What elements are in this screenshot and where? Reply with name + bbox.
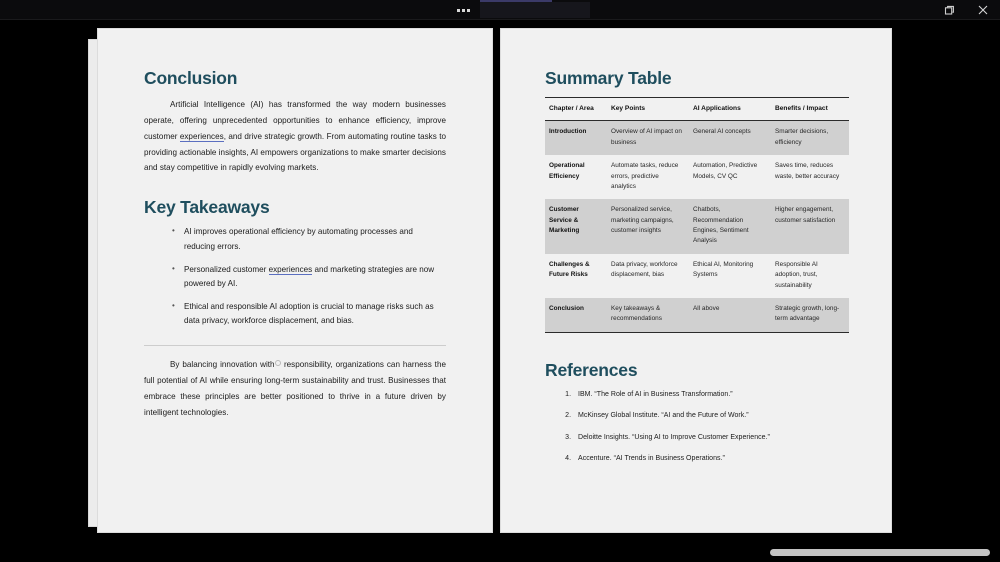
page-title-key-takeaways: Key Takeaways [144, 197, 270, 218]
table-header-row [545, 98, 849, 121]
list-item [174, 300, 446, 328]
column-header-key-points: Key Points [607, 98, 689, 121]
cell-chapter: Conclusion [545, 298, 607, 332]
cell-ai-applications: All above [689, 298, 771, 332]
cell-ai-applications: Chatbots, Recommendation Engines, Sentiment Analysis [689, 199, 771, 254]
list-item: 3. Deloitte Insights. “Using AI to Improve Customer Experience.” [573, 433, 847, 444]
closing-text-part1: By balancing innovation with [170, 360, 275, 370]
table-row [545, 199, 849, 254]
restore-window-icon[interactable] [932, 0, 966, 20]
conclusion-paragraph [144, 97, 446, 176]
summary-table [545, 97, 849, 332]
cell-ai-applications: Automation, Predictive Models, CV QC [693, 162, 758, 180]
window-controls [932, 0, 1000, 20]
conclusion-text-part2: , and drive strategic growth. From automating routine tasks to providing actionable insights, AI empowers organizations to make smarter decisions and stay competitive in rapidly evolving markets. [144, 131, 446, 173]
closing-text-part2: responsibility, organizations can harness the full potential of AI while ensuring long-term sustainability and trust. Businesses that embrace these principles are better positioned to thrive in a future driven by intelligent technologies. [144, 360, 446, 417]
page-title-summary-table: Summary Table [545, 68, 672, 88]
cell-key-points: Key takeaways & recommendations [607, 298, 689, 332]
cell-chapter: Customer Service & Marketing [545, 199, 607, 254]
grammar-flagged-word-experiences[interactable]: experiences [179, 131, 224, 141]
horizontal-scrollbar-track[interactable] [0, 545, 1000, 562]
cell-chapter: Challenges & Future Risks [549, 260, 590, 279]
document-canvas[interactable] [0, 21, 1000, 545]
list-item [174, 225, 446, 253]
cell-benefits: Saves time, reduces waste, better accuracy [775, 162, 840, 180]
conclusion-text-part1: Artificial Intelligence (AI) has transformed the way modern businesses operate, offering unprecedented opportunities to enhance efficiency, improve customer [144, 100, 446, 141]
column-header-benefits-impact: Benefits / Impact [771, 98, 849, 121]
closing-paragraph [144, 357, 446, 420]
table-row [545, 298, 849, 332]
list-item: 1. IBM. “The Role of AI in Business Transformation.” [573, 390, 847, 401]
table-row [545, 121, 849, 155]
titlebar-tab-zone[interactable] [480, 2, 590, 18]
takeaway-text-part1: AI improves operational efficiency by automating processes and reducing errors. [184, 227, 413, 251]
cell-ai-applications: General AI concepts [689, 121, 771, 155]
list-item: 2. McKinsey Global Institute. “AI and the Future of Work.” [573, 411, 847, 422]
cell-key-points: Overview of AI impact on business [607, 121, 689, 155]
list-item [174, 263, 446, 291]
references-list [545, 390, 847, 465]
overflow-menu-icon[interactable] [452, 3, 474, 17]
key-takeaways-list [144, 225, 446, 328]
close-window-icon[interactable] [966, 0, 1000, 20]
column-header-chapter-area: Chapter / Area [545, 98, 607, 121]
cell-chapter: Operational Efficiency [549, 162, 585, 180]
takeaway-text-part1: Ethical and responsible AI adoption is crucial to manage risks such as data privacy, workforce displacement, and bias. [184, 302, 434, 326]
table-row [545, 155, 849, 199]
cell-benefits: Responsible AI adoption, trust, sustainability [775, 260, 818, 289]
grammar-flagged-word-experiences[interactable]: experiences [268, 264, 313, 274]
cell-chapter: Introduction [545, 121, 607, 155]
window-titlebar [0, 0, 1000, 20]
cell-benefits: Smarter decisions, efficiency [771, 121, 849, 155]
page-title-references: References [545, 359, 638, 380]
cell-key-points: Personalized service, marketing campaigns, customer insights [607, 199, 689, 254]
horizontal-scrollbar-thumb[interactable] [770, 549, 990, 556]
cell-benefits: Higher engagement, customer satisfaction [771, 199, 849, 254]
cell-benefits: Strategic growth, long-term advantage [771, 298, 849, 332]
cell-ai-applications: Ethical AI, Monitoring Systems [693, 260, 754, 279]
takeaway-text-part1: Personalized customer [184, 264, 269, 274]
cell-key-points: Automate tasks, reduce errors, predictive analytics [611, 162, 679, 190]
cell-key-points: Data privacy, workforce displacement, bias [611, 260, 678, 279]
list-item: 4. Accenture. “AI Trends in Business Operations.” [573, 454, 847, 465]
section-divider [144, 345, 446, 346]
table-row [545, 254, 849, 298]
takeaway-text-part2: and marketing strategies are now powered by AI. [184, 264, 435, 288]
document-page-left[interactable] [97, 28, 493, 533]
page-title-conclusion: Conclusion [144, 68, 238, 88]
column-header-ai-applications: AI Applications [689, 98, 771, 121]
document-page-right[interactable] [500, 28, 892, 533]
